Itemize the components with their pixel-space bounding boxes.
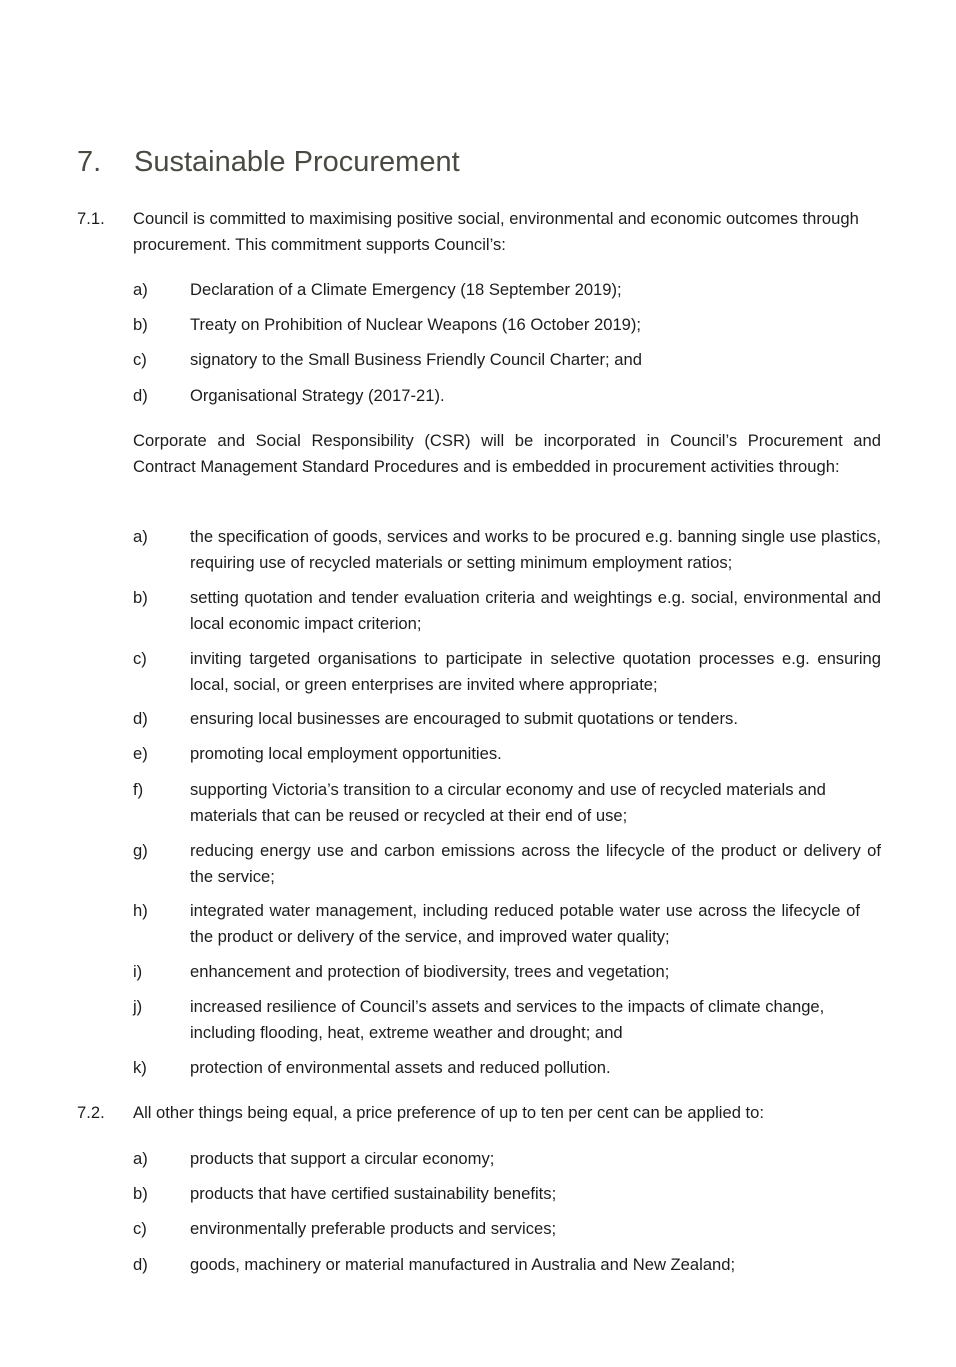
list-text: protection of environmental assets and reduced pollution. xyxy=(190,1058,611,1077)
clause-number-7-2: 7.2. xyxy=(77,1103,105,1122)
list-text: signatory to the Small Business Friendly Council Charter; and xyxy=(190,350,642,369)
section-heading xyxy=(77,146,460,179)
list-letter: d) xyxy=(133,1255,148,1274)
list-letter: f) xyxy=(133,780,144,799)
list-text: increased resilience of Council’s assets and services to the impacts of climate change, including flooding, heat, extreme weather and drought; and xyxy=(190,997,825,1042)
list-letter: d) xyxy=(133,709,148,728)
list-text: products that have certified sustainability benefits; xyxy=(190,1184,557,1203)
list-letter: k) xyxy=(133,1058,147,1077)
clause-7-2-intro: All other things being equal, a price preference of up to ten per cent can be applied to: xyxy=(133,1103,764,1122)
list-letter: b) xyxy=(133,588,148,607)
list-letter: a) xyxy=(133,1149,148,1168)
list-text: Organisational Strategy (2017-21). xyxy=(190,386,445,405)
list-letter: b) xyxy=(133,315,148,334)
list-letter: h) xyxy=(133,901,148,920)
list-letter: i) xyxy=(133,962,143,981)
list-text: Declaration of a Climate Emergency (18 September 2019); xyxy=(190,280,622,299)
csr-paragraph: Corporate and Social Responsibility (CSR) will be incorporated in Council’s Procurement and Contract Management Standard Procedures and is embedded in procurement activities through: xyxy=(133,431,881,476)
section-title: Sustainable Procurement xyxy=(134,146,460,178)
list-letter: j) xyxy=(133,997,143,1016)
clause-7-1-intro: Council is committed to maximising positive social, environmental and economic outcomes through procurement. This commitment supports Council’s: xyxy=(133,209,859,254)
list-letter: c) xyxy=(133,1219,147,1238)
list-letter: d) xyxy=(133,386,148,405)
list-text: ensuring local businesses are encouraged to submit quotations or tenders. xyxy=(190,709,738,728)
list-letter: e) xyxy=(133,744,148,763)
list-letter: c) xyxy=(133,350,147,369)
list-text: supporting Victoria’s transition to a circular economy and use of recycled materials and materials that can be reused or recycled at their end of use; xyxy=(190,780,826,825)
list-letter: a) xyxy=(133,527,148,546)
list-text: reducing energy use and carbon emissions across the lifecycle of the product or delivery of the service; xyxy=(190,841,881,886)
list-text: integrated water management, including reduced potable water use across the lifecycle of the product or delivery of the service, and improved water quality; xyxy=(190,901,860,946)
list-text: setting quotation and tender evaluation criteria and weightings e.g. social, environmental and local economic impact criterion; xyxy=(190,588,881,633)
list-letter: c) xyxy=(133,649,147,668)
list-letter: g) xyxy=(133,841,148,860)
list-letter: b) xyxy=(133,1184,148,1203)
list-letter: a) xyxy=(133,280,148,299)
list-text: goods, machinery or material manufactured in Australia and New Zealand; xyxy=(190,1255,736,1274)
list-text: promoting local employment opportunities. xyxy=(190,744,502,763)
clause-number-7-1: 7.1. xyxy=(77,209,105,228)
list-text: products that support a circular economy; xyxy=(190,1149,495,1168)
section-number: 7. xyxy=(77,146,102,178)
list-text: environmentally preferable products and services; xyxy=(190,1219,557,1238)
list-text: inviting targeted organisations to participate in selective quotation processes e.g. ensuring local, social, or green enterprises are invited where appropriate; xyxy=(190,649,881,694)
list-text: Treaty on Prohibition of Nuclear Weapons (16 October 2019); xyxy=(190,315,642,334)
list-text: enhancement and protection of biodiversity, trees and vegetation; xyxy=(190,962,670,981)
list-text: the specification of goods, services and works to be procured e.g. banning single use plastics, requiring use of recycled materials or setting minimum employment ratios; xyxy=(190,527,881,572)
